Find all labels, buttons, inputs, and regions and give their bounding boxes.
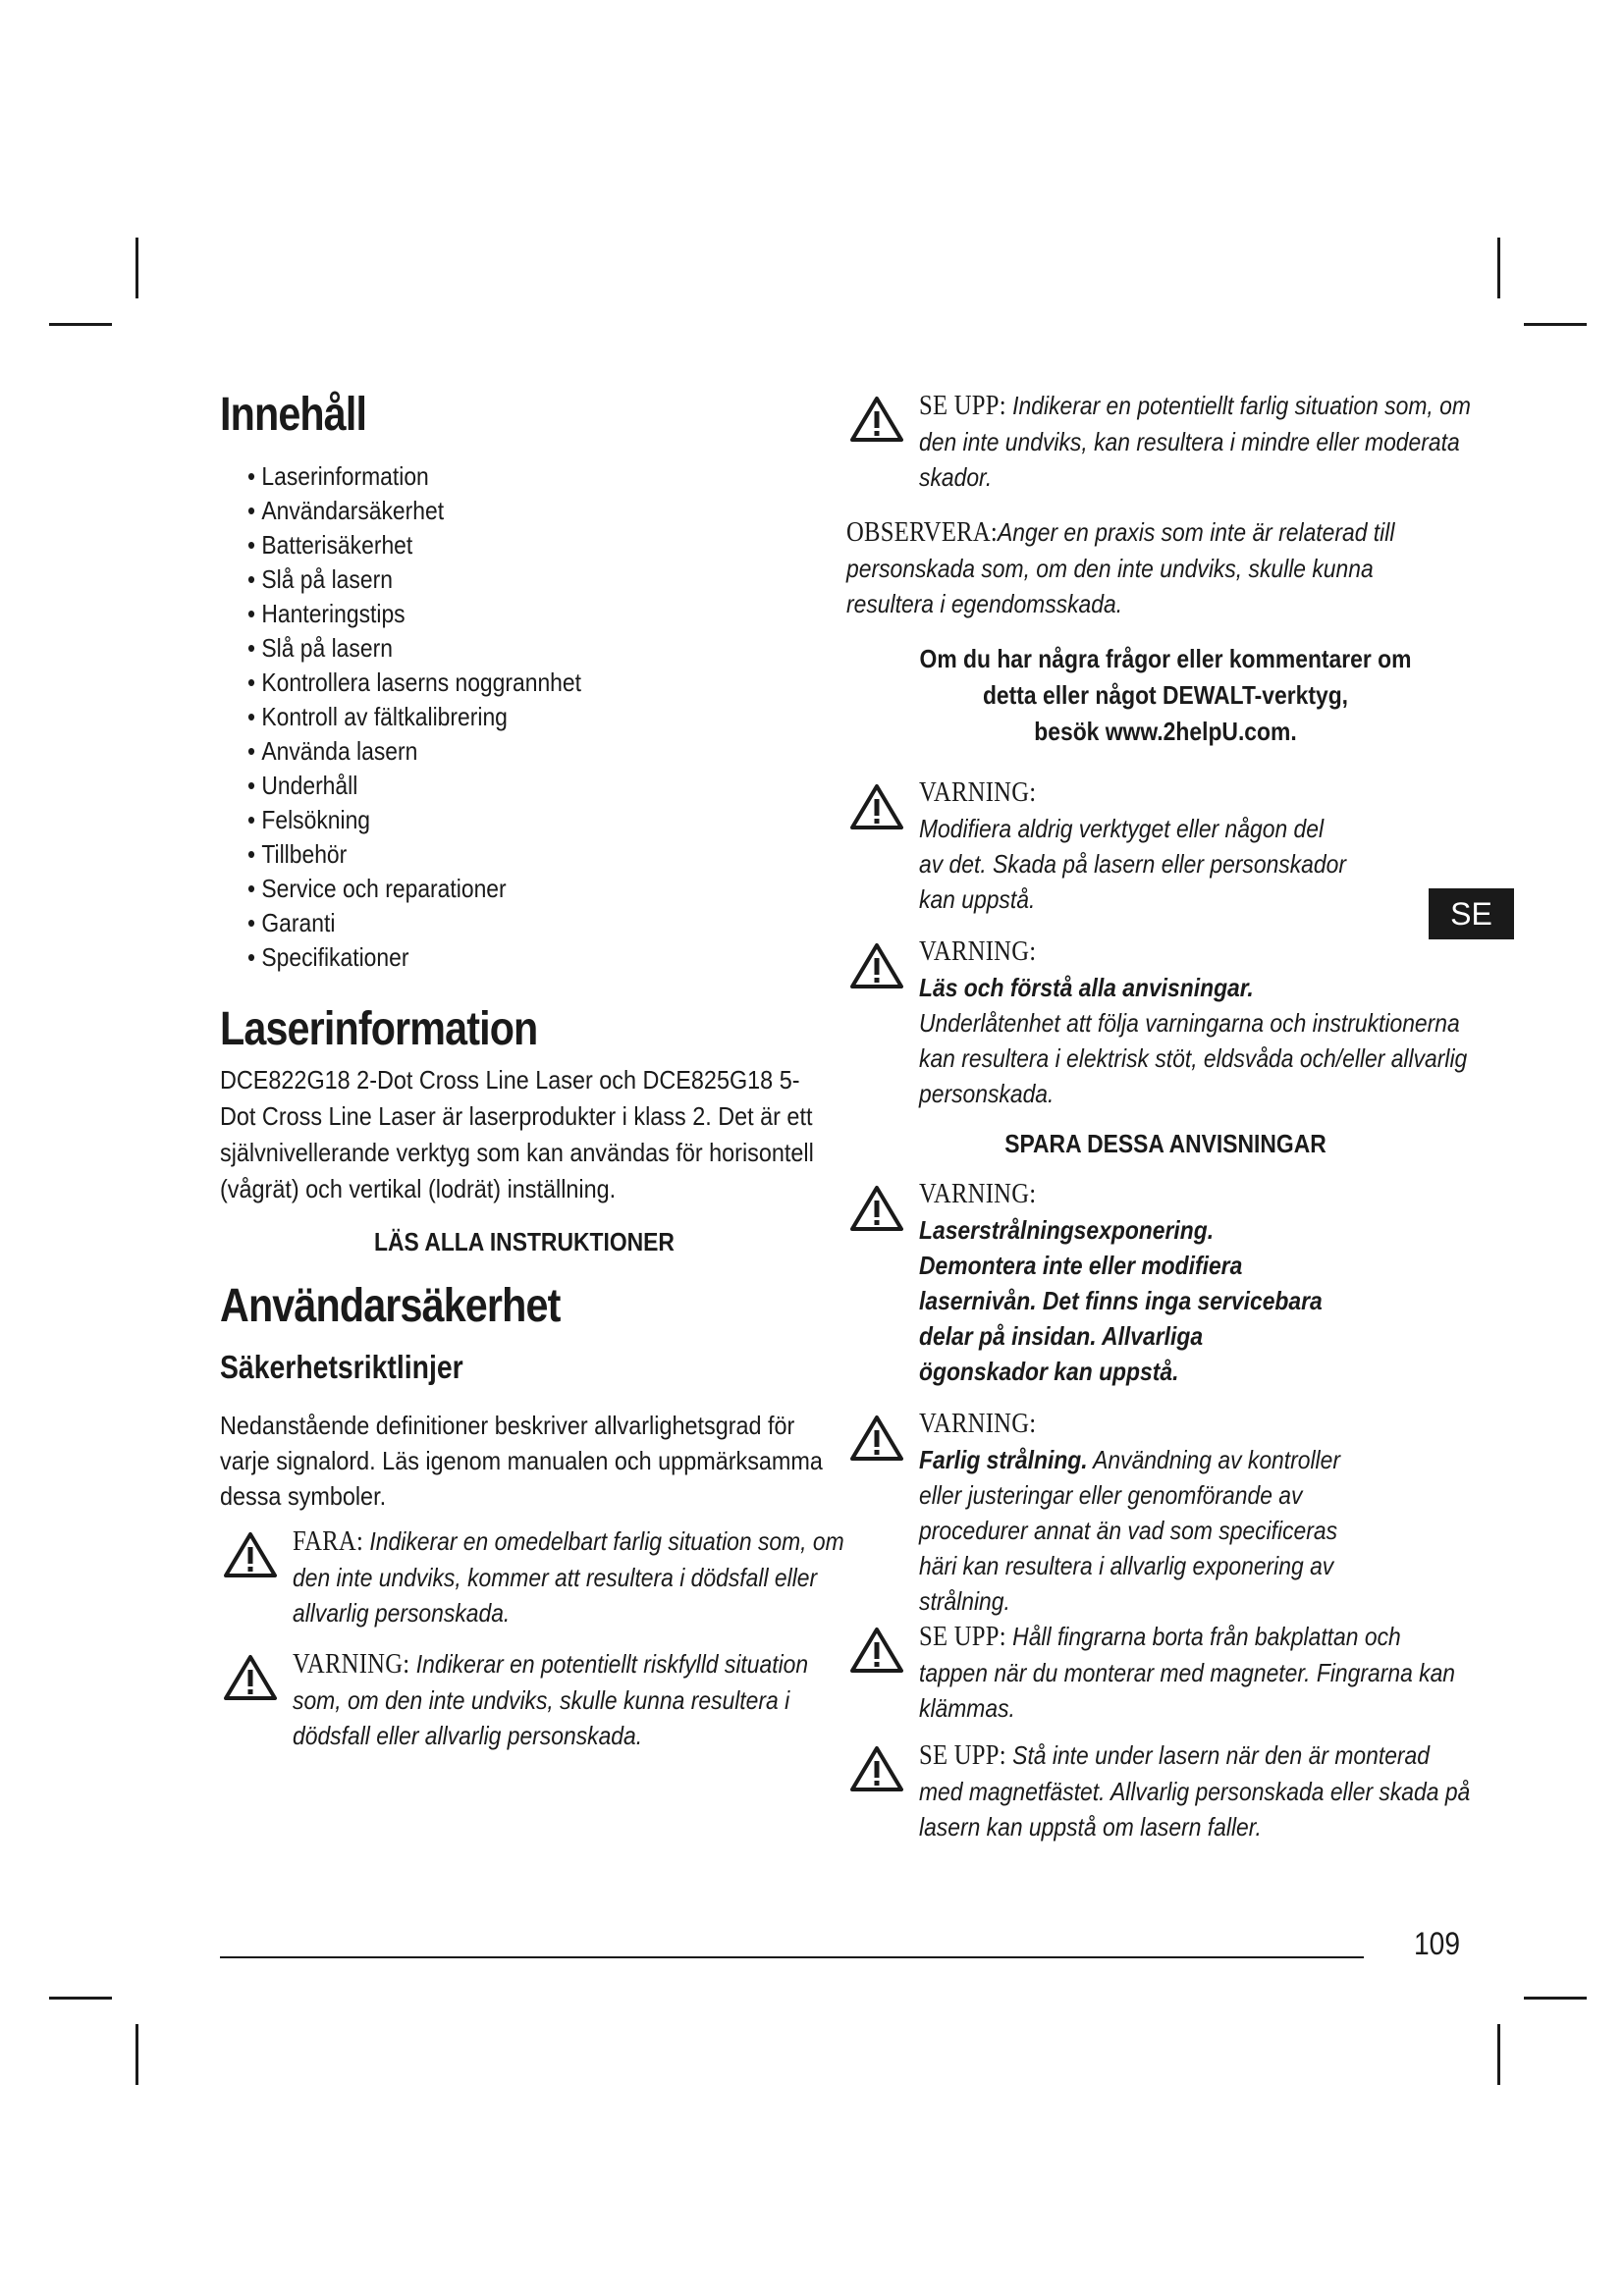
crop-mark xyxy=(135,2024,138,2085)
crop-mark xyxy=(1524,1997,1587,2000)
varning-text: Användning av kontroller eller justeringar eller genomförande av procedurer annat än vad som specificeras häri kan resultera i allvarlig exponering av strålning. xyxy=(919,1445,1340,1616)
warning-triangle-icon xyxy=(850,1415,903,1462)
toc-item[interactable]: • Tillbehör xyxy=(247,837,759,872)
right-column xyxy=(846,388,1471,1844)
safety-heading: Användarsäkerhet xyxy=(220,1280,561,1332)
left-column xyxy=(220,388,844,1753)
crop-mark xyxy=(1497,238,1500,298)
observera-text: Anger en praxis som inte är relaterad till personskada som, om den inte undviks, skulle kunna resultera i egendomsskada. xyxy=(846,517,1395,618)
varning-block-read xyxy=(846,934,1468,1111)
page-number: 109 xyxy=(1414,1926,1460,1961)
fara-block xyxy=(220,1523,844,1630)
warning-triangle-icon xyxy=(850,396,903,443)
language-tab: SE xyxy=(1429,888,1514,939)
signal-word-varning: VARNING: xyxy=(919,936,1037,967)
read-all-heading: LÄS ALLA INSTRUKTIONER xyxy=(374,1227,675,1256)
toc-item[interactable]: • Hanteringstips xyxy=(247,597,759,631)
warning-triangle-icon xyxy=(224,1654,277,1701)
warning-triangle-icon xyxy=(850,942,903,989)
seupp-definition-text: Indikerar en potentiellt farlig situation som, om den inte undviks, kan resultera i mindre eller moderata skador. xyxy=(919,391,1471,492)
toc-item[interactable]: • Slå på lasern xyxy=(247,631,759,666)
toc-item[interactable]: • Garanti xyxy=(247,906,759,940)
signal-word-observera: OBSERVERA: xyxy=(846,517,999,548)
toc-item[interactable]: • Använda lasern xyxy=(247,734,759,769)
varning-text: Underlåtenhet att följa varningarna och instruktionerna kan resultera i elektrisk stöt, eldsvåda och/eller allvarlig personskada. xyxy=(919,1008,1468,1108)
toc-item[interactable]: • Service och reparationer xyxy=(247,872,759,906)
varning-bold-text: Läs och förstå alla anvisningar. xyxy=(919,973,1254,1002)
safety-subheading: Säkerhetsriktlinjer xyxy=(220,1349,463,1385)
toc-item[interactable]: • Laserinformation xyxy=(247,459,759,494)
toc-list xyxy=(247,459,829,975)
varning-bold-text: Farlig strålning. xyxy=(919,1445,1088,1474)
warning-triangle-icon xyxy=(850,783,903,830)
signal-word-seupp: SE UPP: xyxy=(919,1622,1006,1652)
toc-item[interactable]: • Underhåll xyxy=(247,769,759,803)
signal-word-varning: VARNING: xyxy=(293,1649,410,1680)
toc-item[interactable]: • Kontrollera laserns noggrannhet xyxy=(247,666,759,700)
toc-item[interactable]: • Felsökning xyxy=(247,803,759,837)
contact-block xyxy=(885,641,1446,750)
safety-intro: Nedanstående definitioner beskriver allvarlighetsgrad för varje signalord. Läs igenom manualen och uppmärksamma dessa symboler. xyxy=(220,1411,823,1511)
varning-bold-text: Laserstrålningsexponering. Demontera inte eller modifiera lasernivån. Det finns inga servicebara delar på insidan. Allvarliga ögonskador kan uppstå. xyxy=(919,1215,1323,1386)
varning-definition-block xyxy=(220,1646,829,1753)
seupp-text: Stå inte under lasern när den är monterad med magnetfästet. Allvarlig personskada eller skada på lasern kan uppstå om lasern faller. xyxy=(919,1740,1471,1842)
signal-word-fara: FARA: xyxy=(293,1526,364,1557)
signal-word-varning: VARNING: xyxy=(919,1179,1037,1209)
toc-item[interactable]: • Batterisäkerhet xyxy=(247,528,759,562)
varning-definition-text: Indikerar en potentiellt riskfylld situation som, om den inte undviks, skulle kunna resultera i dödsfall eller allvarlig personskada. xyxy=(293,1649,809,1750)
crop-mark xyxy=(49,1997,112,2000)
toc-item[interactable]: • Specifikationer xyxy=(247,940,759,975)
contact-line: Om du har några frågor eller kommentarer om xyxy=(919,644,1412,673)
seupp-block-magnet xyxy=(846,1737,1471,1844)
crop-mark xyxy=(1497,2024,1500,2085)
footer-divider xyxy=(220,1956,1364,1958)
observera-block xyxy=(846,514,1451,621)
varning-block-radiation xyxy=(846,1407,1455,1619)
crop-mark xyxy=(49,323,112,326)
seupp-block-fingers xyxy=(846,1619,1455,1726)
varning-block-modify xyxy=(846,775,1455,917)
laserinfo-heading: Laserinformation xyxy=(220,1003,538,1055)
crop-mark xyxy=(1524,323,1587,326)
warning-triangle-icon xyxy=(850,1185,903,1232)
toc-item[interactable]: • Slå på lasern xyxy=(247,562,759,597)
signal-word-varning: VARNING: xyxy=(919,1409,1037,1439)
signal-word-varning: VARNING: xyxy=(919,777,1037,808)
varning-block-laser xyxy=(846,1177,1455,1389)
signal-word-seupp: SE UPP: xyxy=(919,1740,1006,1771)
toc-item[interactable]: • Användarsäkerhet xyxy=(247,494,759,528)
varning-text: Modifiera aldrig verktyget eller någon del av det. Skada på lasern eller personskador kan uppstå. xyxy=(919,814,1346,914)
contact-link[interactable]: besök www.2helpU.com. xyxy=(1034,717,1297,746)
save-instructions-heading: SPARA DESSA ANVISNINGAR xyxy=(1004,1129,1326,1158)
fara-text: Indikerar en omedelbart farlig situation som, om den inte undviks, kommer att resultera i dödsfall eller allvarlig personskada. xyxy=(293,1526,844,1628)
toc-item[interactable]: • Kontroll av fältkalibrering xyxy=(247,700,759,734)
crop-mark xyxy=(135,238,138,298)
warning-triangle-icon xyxy=(850,1627,903,1674)
warning-triangle-icon xyxy=(850,1745,903,1792)
signal-word-seupp: SE UPP: xyxy=(919,391,1006,421)
seupp-text: Håll fingrarna borta från bakplattan och tappen när du monterar med magneter. Fingrarna kan klämmas. xyxy=(919,1622,1456,1723)
seupp-definition-block xyxy=(846,388,1471,495)
contact-line: detta eller något DEWALT-verktyg, xyxy=(982,680,1349,710)
toc-title: Innehåll xyxy=(220,389,367,441)
warning-triangle-icon xyxy=(224,1531,277,1578)
laserinfo-body: DCE822G18 2-Dot Cross Line Laser och DCE825G18 5-Dot Cross Line Laser är laserprodukter i klass 2. Det är ett självnivellerande verktyg som kan användas för horisontell (vågrät) och vertikal (lodrät) inställning. xyxy=(220,1065,814,1203)
